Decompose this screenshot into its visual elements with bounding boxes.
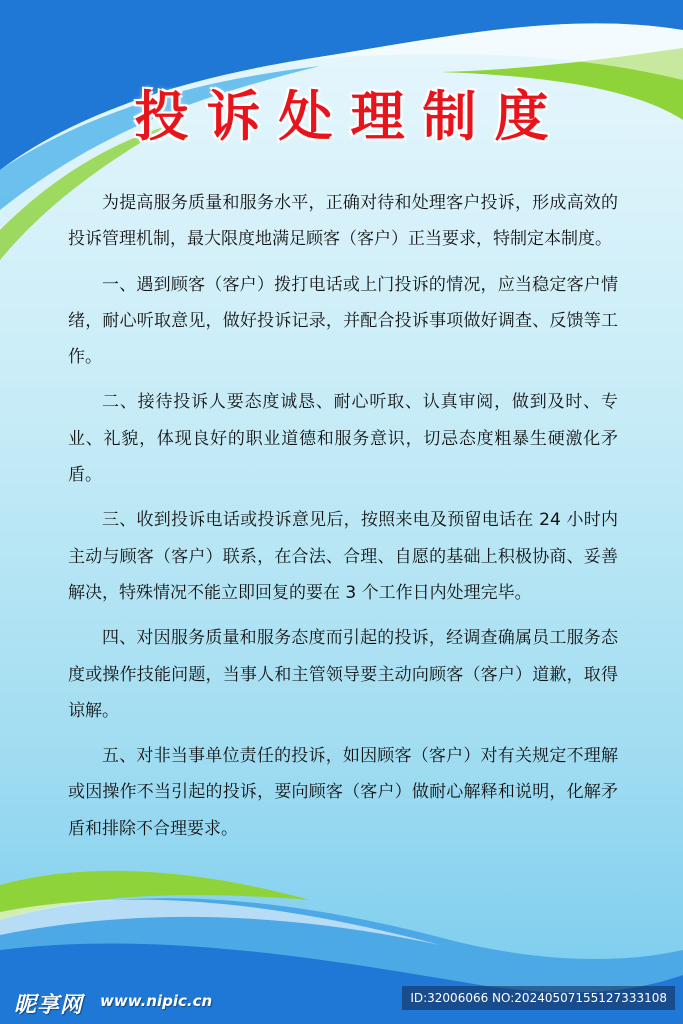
page-title: 投诉处理制度 [134,85,567,148]
watermark-footer [0,974,683,1024]
paragraph-item-1: 一、遇到顾客（客户）拨打电话或上门投诉的情况，应当稳定客户情绪，耐心听取意见，做好投诉记录，并配合投诉事项做好调查、反馈等工作。 [68,274,618,368]
watermark-id: ID:32006066 NO:20240507155127333108 [402,986,675,1010]
policy-content [68,185,618,856]
watermark-url: www.nipic.cn [100,992,213,1010]
paragraph-item-4: 四、对因服务质量和服务态度而引起的投诉，经调查确属员工服务态度或操作技能问题，当事人和主管领导要主动向顾客（客户）道歉，取得谅解。 [68,628,618,721]
watermark-logo: 昵享网 [14,993,84,1018]
paragraph-item-5: 五、对非当事单位责任的投诉，如因顾客（客户）对有关规定不理解或因操作不当引起的投诉，要向顾客（客户）做耐心解释和说明，化解矛盾和排除不合理要求。 [68,746,618,839]
paragraph-item-3: 三、收到投诉电话或投诉意见后，按照来电及预留电话在 24 小时内主动与顾客（客户）联系，在合法、合理、自愿的基础上积极协商、妥善解决，特殊情况不能立即回复的要在 3 个工作日内处理完毕。 [68,510,618,603]
paragraph-item-2: 二、接待投诉人要态度诚恳、耐心听取、认真审阅，做到及时、专业、礼貌，体现良好的职业道德和服务意识，切忌态度粗暴生硬激化矛盾。 [68,392,618,486]
paragraph-intro: 为提高服务质量和服务水平，正确对待和处理客户投诉，形成高效的投诉管理机制，最大限度地满足顾客（客户）正当要求，特制定本制度。 [68,193,618,250]
